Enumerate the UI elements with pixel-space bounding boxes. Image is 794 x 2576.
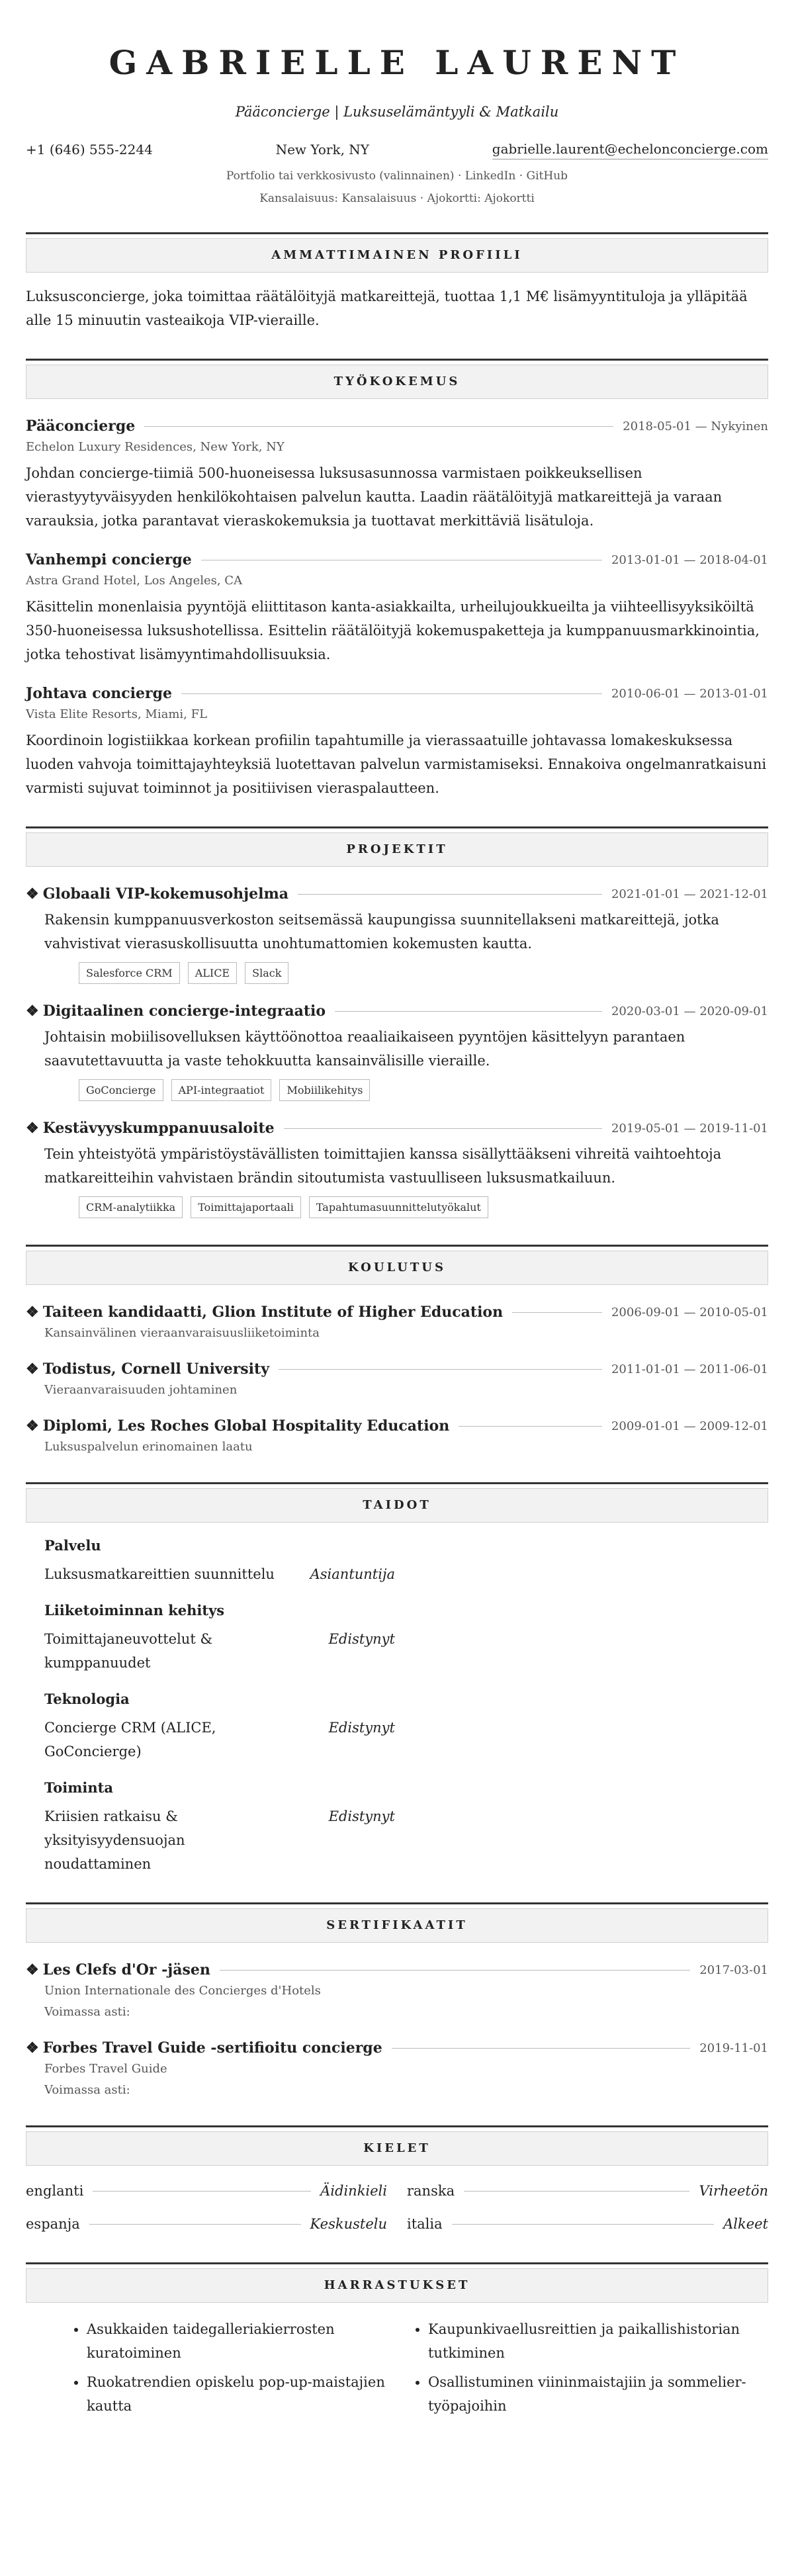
- section-divider: [26, 826, 768, 828]
- project-description: Tein yhteistyötä ympäristöystävällisten toimittajien kanssa sisällyttääkseni vihreitä vaihtoehtoja matkareitteihin vahvistaen brändin sitoutumista vastuulliseen luksusmatkailuun.: [44, 1146, 722, 1186]
- diamond-bullet-icon: ❖: [26, 1002, 39, 1020]
- leader-line: [512, 1312, 602, 1313]
- job-description: Käsittelin monenlaisia pyyntöjä eliittitason kanta-asiakkailta, urheilujoukkueilta ja viihteellisyyksiköiltä 350-huoneisessa luksushotellissa. Esittelin räätälöityjä kokemuspaketteja ja kumppanuusmarkkinointia, jotka tehostivat lisämyyntimahdollisuuksia.: [26, 599, 760, 662]
- hobbies-column-left: [26, 2312, 387, 2418]
- section-title-hobbies: HARRASTUKSET: [26, 2268, 768, 2303]
- job-dates: 2013-01-01 — 2018-04-01: [611, 553, 768, 567]
- hobbies-column-right: [407, 2312, 768, 2418]
- skills-section: [26, 1482, 768, 1876]
- certification-issuer: Forbes Travel Guide: [44, 2062, 167, 2076]
- hobby-item: • Kaupunkivaellusreittien ja paikallishistorian tutkiminen: [428, 2317, 768, 2365]
- section-divider: [26, 1482, 768, 1484]
- leader-line: [279, 1369, 602, 1370]
- tech-tag: Slack: [245, 962, 288, 984]
- certification-name: Forbes Travel Guide -sertifioitu concierge: [42, 2039, 382, 2057]
- job-title: Vanhempi concierge: [26, 551, 192, 568]
- section-divider: [26, 1902, 768, 1904]
- skill-row: [44, 1562, 395, 1586]
- hobby-item: • Ruokatrendien opiskelu pop-up-maistajien kautta: [87, 2370, 387, 2418]
- resume-page: [26, 0, 768, 2458]
- hobby-item: • Osallistuminen viininmaistajiin ja sommelier-työpajoihin: [428, 2370, 768, 2418]
- location: New York, NY: [275, 141, 369, 157]
- leader-line: [89, 2224, 301, 2225]
- skill-name: Luksusmatkareittien suunnittelu: [44, 1566, 275, 1582]
- language-item: [26, 2212, 387, 2236]
- employer: Astra Grand Hotel, Los Angeles, CA: [26, 574, 243, 588]
- leader-line: [144, 426, 613, 427]
- skill-category: Liiketoiminnan kehitys: [44, 1602, 225, 1619]
- employer: Vista Elite Resorts, Miami, FL: [26, 707, 208, 721]
- certification-entry: [26, 1961, 768, 2021]
- leader-line: [93, 2191, 311, 2192]
- education-entry: [26, 1304, 768, 1342]
- skill-name: Toimittajaneuvottelut & kumppanuudet: [44, 1631, 213, 1671]
- tech-tags: [26, 1079, 768, 1101]
- section-title-education: KOULUTUS: [26, 1251, 768, 1285]
- certification-entry: [26, 2039, 768, 2099]
- project-entry: [26, 1002, 768, 1101]
- section-title-certifications: SERTIFIKAATIT: [26, 1908, 768, 1943]
- diamond-bullet-icon: ❖: [26, 1304, 39, 1321]
- project-dates: 2021-01-01 — 2021-12-01: [611, 887, 768, 901]
- skill-level: Edistynyt: [328, 1720, 395, 1736]
- diamond-bullet-icon: ❖: [26, 1360, 39, 1378]
- leader-line: [452, 2224, 714, 2225]
- job-title: Pääconcierge: [26, 418, 136, 435]
- experience-entry: [26, 685, 768, 800]
- tech-tag: ALICE: [188, 962, 237, 984]
- tech-tags: [26, 1196, 768, 1218]
- certification-date: 2019-11-01: [699, 2041, 768, 2055]
- skill-row: [44, 1716, 395, 1763]
- diamond-bullet-icon: ❖: [26, 1120, 39, 1137]
- employer: Echelon Luxury Residences, New York, NY: [26, 440, 285, 454]
- leader-line: [459, 1426, 602, 1427]
- language-name: ranska: [407, 2183, 455, 2199]
- section-title-experience: TYÖKOKEMUS: [26, 365, 768, 399]
- tech-tag: GoConcierge: [79, 1079, 163, 1101]
- tech-tag: API-integraatiot: [171, 1079, 272, 1101]
- email-link[interactable]: gabrielle.laurent@echelonconcierge.com: [492, 139, 768, 159]
- certifications-section: [26, 1902, 768, 2099]
- candidate-headline: Pääconcierge | Luksuselämäntyyli & Matkailu: [235, 104, 559, 120]
- projects-section: [26, 826, 768, 1218]
- language-name: italia: [407, 2216, 443, 2232]
- section-divider: [26, 1245, 768, 1247]
- education-section: [26, 1245, 768, 1456]
- job-dates: 2010-06-01 — 2013-01-01: [611, 686, 768, 701]
- skill-level: Edistynyt: [328, 1631, 395, 1647]
- education-entry: [26, 1417, 768, 1456]
- certification-validity: Voimassa asti:: [44, 2083, 130, 2097]
- tech-tag: Mobiilikehitys: [279, 1079, 370, 1101]
- experience-entry: [26, 551, 768, 666]
- leader-line: [335, 1011, 602, 1012]
- language-item: [26, 2179, 387, 2203]
- profile-summary: Luksusconcierge, joka toimittaa räätälöityjä matkareittejä, tuottaa 1,1 M€ lisämyyntituloja ja ylläpitää alle 15 minuutin vasteaikoja VIP-vieraille.: [26, 289, 748, 328]
- certification-validity: Voimassa asti:: [44, 2005, 130, 2019]
- language-level: Virheetön: [699, 2183, 768, 2199]
- degree-name: Diplomi, Les Roches Global Hospitality Education: [42, 1417, 450, 1435]
- project-entry: [26, 1120, 768, 1218]
- section-title-skills: TAIDOT: [26, 1488, 768, 1523]
- language-level: Alkeet: [723, 2216, 768, 2232]
- diamond-bullet-icon: ❖: [26, 1417, 39, 1435]
- language-level: Äidinkieli: [320, 2183, 387, 2199]
- hobby-item: • Asukkaiden taidegalleriakierrosten kuratoiminen: [87, 2317, 387, 2365]
- leader-line: [181, 693, 602, 694]
- tech-tags: [26, 962, 768, 984]
- certification-name: Les Clefs d'Or -jäsen: [42, 1961, 210, 1978]
- leader-line: [392, 2048, 691, 2049]
- resume-header: [26, 40, 768, 206]
- skill-level: Asiantuntija: [310, 1566, 395, 1582]
- profile-section: [26, 232, 768, 332]
- job-description: Johdan concierge-tiimiä 500-huoneisessa luksusasunnossa varmistaen poikkeuksellisen vierastyytyväisyyden henkilökohtaisen palvelun kautta. Laadin räätälöityjä matkareittejä ja varaan varauksia, jotka parantavat vieraskokemuksia ja tuottavat merkittäviä lisätuloja.: [26, 465, 723, 529]
- language-item: [407, 2179, 768, 2203]
- language-name: espanja: [26, 2216, 80, 2232]
- project-name: Kestävyyskumppanuusaloite: [42, 1120, 275, 1137]
- field-of-study: Vieraanvaraisuuden johtaminen: [44, 1383, 238, 1397]
- leader-line: [220, 1970, 690, 1971]
- tech-tag: CRM-analytiikka: [79, 1196, 183, 1218]
- education-entry: [26, 1360, 768, 1399]
- project-name: Globaali VIP-kokemusohjelma: [42, 885, 288, 903]
- citizenship-line: Kansalaisuus: Kansalaisuus · Ajokortti: Ajokortti: [259, 192, 535, 205]
- diamond-bullet-icon: ❖: [26, 1961, 39, 1978]
- skill-row: [44, 1804, 395, 1876]
- section-divider: [26, 359, 768, 361]
- leader-line: [464, 2191, 689, 2192]
- leader-line: [298, 894, 602, 895]
- project-description: Rakensin kumppanuusverkoston seitsemässä kaupungissa suunnitellakseni matkareittejä, jotka vahvistivat vierasuskollisuutta unohtumattomien kokemusten kautta.: [44, 912, 719, 952]
- project-description: Johtaisin mobiilisovelluksen käyttöönottoa reaaliaikaiseen pyyntöjen käsittelyyn parantaen saavutettavuutta ja vaste tehokkuutta kansainvälisille vieraille.: [44, 1029, 685, 1069]
- skills-list: [26, 1536, 768, 1876]
- section-title-languages: KIELET: [26, 2131, 768, 2166]
- candidate-name: GABRIELLE LAURENT: [109, 43, 685, 82]
- education-dates: 2006-09-01 — 2010-05-01: [611, 1305, 768, 1319]
- languages-list: [26, 2179, 768, 2236]
- tech-tag: Salesforce CRM: [79, 962, 180, 984]
- project-name: Digitaalinen concierge-integraatio: [42, 1002, 326, 1020]
- language-level: Keskustelu: [310, 2216, 387, 2232]
- field-of-study: Luksuspalvelun erinomainen laatu: [44, 1440, 253, 1454]
- section-title-projects: PROJEKTIT: [26, 832, 768, 867]
- contact-row: [26, 139, 768, 159]
- degree-name: Todistus, Cornell University: [42, 1360, 269, 1378]
- language-item: [407, 2212, 768, 2236]
- hobbies-list: [26, 2312, 768, 2418]
- job-dates: 2018-05-01 — Nykyinen: [623, 419, 768, 433]
- certification-date: 2017-03-01: [699, 1963, 768, 1977]
- project-dates: 2019-05-01 — 2019-11-01: [611, 1121, 768, 1135]
- project-entry: [26, 885, 768, 984]
- project-dates: 2020-03-01 — 2020-09-01: [611, 1004, 768, 1018]
- section-divider: [26, 2125, 768, 2127]
- tech-tag: Tapahtumasuunnittelutyökalut: [309, 1196, 488, 1218]
- skill-level: Edistynyt: [328, 1808, 395, 1824]
- skill-name: Kriisien ratkaisu & yksityisyydensuojan noudattaminen: [44, 1808, 185, 1872]
- education-dates: 2011-01-01 — 2011-06-01: [611, 1362, 768, 1376]
- degree-name: Taiteen kandidaatti, Glion Institute of Higher Education: [42, 1304, 504, 1321]
- experience-entry: [26, 418, 768, 533]
- field-of-study: Kansainvälinen vieraanvaraisuusliiketoiminta: [44, 1326, 320, 1340]
- experience-section: [26, 359, 768, 800]
- skill-category: Toiminta: [44, 1779, 113, 1796]
- skill-name: Concierge CRM (ALICE, GoConcierge): [44, 1720, 216, 1759]
- leader-line: [284, 1128, 602, 1129]
- skill-row: [44, 1627, 395, 1675]
- diamond-bullet-icon: ❖: [26, 885, 39, 903]
- tech-tag: Toimittajaportaali: [191, 1196, 301, 1218]
- education-dates: 2009-01-01 — 2009-12-01: [611, 1419, 768, 1433]
- job-title: Johtava concierge: [26, 685, 172, 702]
- phone-number: +1 (646) 555-2244: [26, 141, 153, 157]
- skill-category: Palvelu: [44, 1537, 101, 1554]
- job-description: Koordinoin logistiikkaa korkean profiilin tapahtumille ja vierassaatuille johtavassa lomakeskuksessa luoden vahvoja toimittajayhteyksiä luotettavan palvelun varmistamiseksi. Ennakoiva ongelmanratkaisuni varmisti sujuvat toiminnot ja positiivisen vieraspalautteen.: [26, 733, 767, 796]
- section-divider: [26, 2262, 768, 2264]
- section-title-profile: AMMATTIMAINEN PROFIILI: [26, 238, 768, 273]
- certification-issuer: Union Internationale des Concierges d'Hotels: [44, 1984, 321, 1998]
- skill-category: Teknologia: [44, 1691, 130, 1707]
- language-name: englanti: [26, 2183, 84, 2199]
- profile-links[interactable]: Portfolio tai verkkosivusto (valinnainen) · LinkedIn · GitHub: [226, 169, 568, 183]
- diamond-bullet-icon: ❖: [26, 2039, 39, 2057]
- section-divider: [26, 232, 768, 234]
- languages-section: [26, 2125, 768, 2236]
- hobbies-section: [26, 2262, 768, 2418]
